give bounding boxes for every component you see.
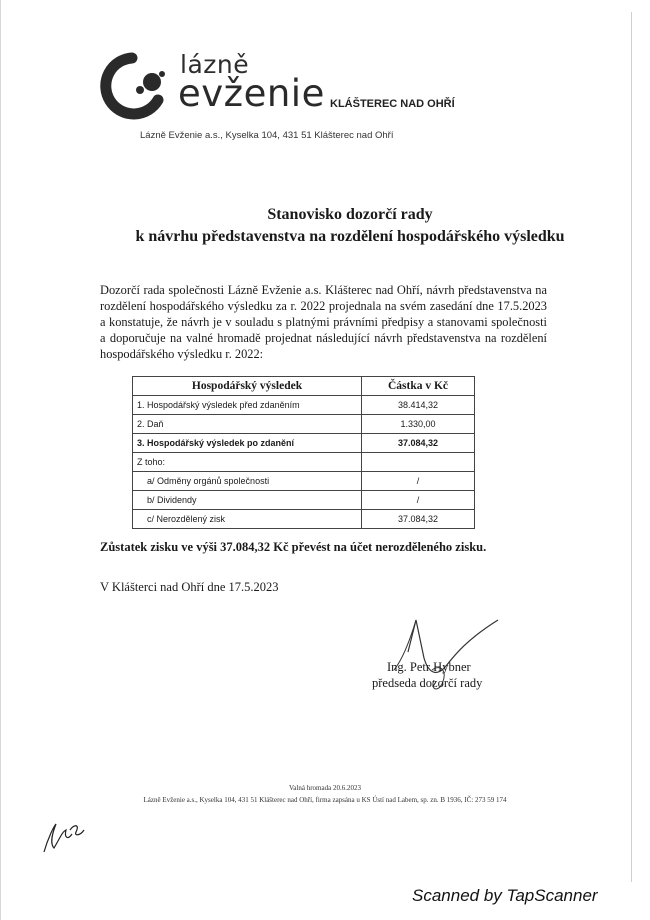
intro-paragraph: Dozorčí rada společnosti Lázně Evženie a.s. Klášterec nad Ohří, návrh představenstva na rozdělení hospodářského výsledku za r. 2022 projednala na svém zasedání dne 17.5.2023 a konstatuje, že návrh je v souladu s platnými právními předpisy a stanovami společnosti a doporučuje na valné hromadě projednat následující návrh představenstva na rozdělení hospodářského výsledku r. 2022: — [100, 283, 547, 361]
table-row — [133, 453, 475, 472]
row-value: / — [362, 472, 475, 491]
signatory-name: Ing. Petr Hybner — [387, 660, 471, 674]
logo-mark-icon — [96, 48, 176, 128]
row-label: 2. Daň — [133, 415, 362, 434]
company-address: Lázně Evženie a.s., Kyselka 104, 431 51 Klášterec nad Ohří — [140, 130, 394, 141]
row-label: 3. Hospodářský výsledek po zdanění — [133, 434, 362, 453]
table-header-label: Hospodářský výsledek — [133, 377, 362, 396]
row-value: / — [362, 491, 475, 510]
row-label: c/ Nerozdělený zisk — [133, 510, 362, 529]
brand-name-small: lázně — [180, 50, 250, 79]
signatory-role: předseda dozorčí rady — [372, 676, 483, 690]
footer-meeting: Valná hromada 20.6.2023 — [289, 784, 361, 792]
brand-city: KLÁŠTEREC NAD OHŘÍ — [330, 98, 455, 110]
table-row — [133, 472, 475, 491]
row-value: 38.414,32 — [362, 396, 475, 415]
footer-company-info: Lázně Evženie a.s., Kyselka 104, 431 51 Klášterec nad Ohří, firma zapsána u KS Ústí nad Labem, sp. zn. B 1936, IČ: 273 59 174 — [143, 796, 507, 804]
row-label: b/ Dividendy — [133, 491, 362, 510]
document-title: Stanovisko dozorčí rady — [267, 206, 433, 223]
row-value — [362, 453, 475, 472]
table-row — [133, 434, 475, 453]
initials-icon — [40, 818, 90, 858]
row-label: a/ Odměny orgánů společnosti — [133, 472, 362, 491]
table-header-amount: Částka v Kč — [362, 377, 475, 396]
place-and-date: V Klášterci nad Ohří dne 17.5.2023 — [100, 580, 279, 594]
table-row — [133, 510, 475, 529]
table-header-row — [133, 377, 475, 396]
row-value: 37.084,32 — [362, 510, 475, 529]
company-logo — [96, 48, 456, 128]
brand-name-large: evženie — [178, 72, 325, 115]
row-label: 1. Hospodářský výsledek před zdaněním — [133, 396, 362, 415]
table-row — [133, 396, 475, 415]
summary-statement: Zůstatek zisku ve výši 37.084,32 Kč převést na účet nerozděleného zisku. — [100, 540, 487, 554]
row-value: 37.084,32 — [362, 434, 475, 453]
document-subtitle: k návrhu představenstva na rozdělení hospodářského výsledku — [135, 228, 565, 245]
page-edge-line — [631, 12, 632, 882]
row-value: 1.330,00 — [362, 415, 475, 434]
table-row — [133, 491, 475, 510]
scanner-watermark: Scanned by TapScanner — [412, 886, 598, 905]
table-row — [133, 415, 475, 434]
row-label: Z toho: — [133, 453, 362, 472]
result-table — [132, 376, 475, 529]
